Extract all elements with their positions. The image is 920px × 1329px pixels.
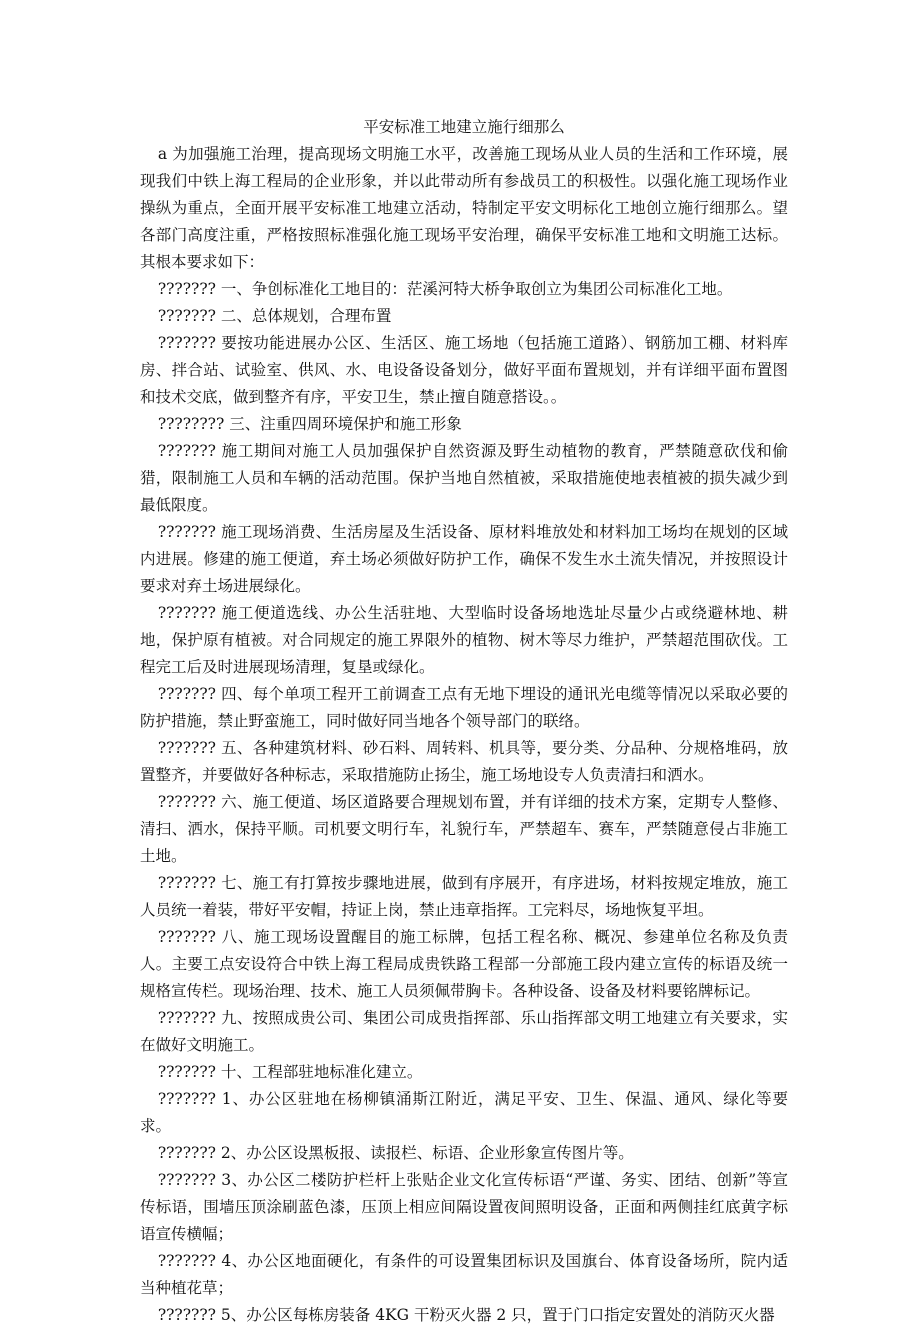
paragraph: ??????? 六、施工便道、场区道路要合理规划布置，并有详细的技术方案，定期专人整修、清扫、洒水，保持平顺。司机要文明行车，礼貌行车，严禁超车、赛车，严禁随意侵占非施工土地。 [140,793,788,865]
paragraph: ??????? 五、各种建筑材料、砂石料、周转料、机具等，要分类、分品种、分规格堆码，放置整齐，并要做好各种标志，采取措施防止扬尘，施工场地设专人负责清扫和洒水。 [140,739,788,784]
paragraph: ??????? 八、施工现场设置醒目的施工标牌，包括工程名称、概况、参建单位名称及负责人。主要工点安设符合中铁上海工程局成贵铁路工程部一分部施工段内建立宣传的标语及统一规格宣传栏。现场治理、技术、施工人员须佩带胸卡。各种设备、设备及材料要铭牌标记。 [140,928,788,1000]
paragraph: ??????? 九、按照成贵公司、集团公司成贵指挥部、乐山指挥部文明工地建立有关要求，实在做好文明施工。 [140,1009,788,1054]
paragraph: ??????? 七、施工有打算按步骤地进展，做到有序展开，有序进场，材料按规定堆放，施工人员统一着装，带好平安帽，持证上岗，禁止违章指挥。工完料尽，场地恢复平坦。 [140,874,788,919]
paragraph: ??????? 施工期间对施工人员加强保护自然资源及野生动植物的教育，严禁随意砍伐和偷猎，限制施工人员和车辆的活动范围。保护当地自然植被，采取措施使地表植被的损失减少到最低限度。 [140,442,788,514]
paragraph: ??????? 二、总体规划，合理布置 [157,307,392,325]
paragraph: a 为加强施工治理，提高现场文明施工水平，改善施工现场从业人员的生活和工作环境，展现我们中铁上海工程局的企业形象，并以此带动所有参战员工的积极性。以强化施工现场作业操纵为重点，全面开展平安标准工地建立活动，特制定平安文明标化工地创立施行细那么。望各部门高度注重，严格按照标准强化施工现场平安治理，确保平安标准工地和文明施工达标。 其根本要求如下： [140,145,788,271]
paragraph: ??????? 4、办公区地面硬化，有条件的可设置集团标识及国旗台、体育设备场所，院内适当种植花草； [140,1252,788,1297]
paragraph: ??????? 施工现场消费、生活房屋及生活设备、原材料堆放处和材料加工场均在规划的区域内进展。修建的施工便道，弃土场必须做好防护工作，确保不发生水土流失情况，并按照设计要求对弃土场进展绿化。 [140,523,788,595]
paragraph: ??????? 四、每个单项工程开工前调查工点有无地下埋设的通讯光电缆等情况以采取必要的防护措施，禁止野蛮施工，同时做好同当地各个领导部门的联络。 [140,685,788,730]
paragraph: ??????? 1、办公区驻地在杨柳镇涌斯江附近，满足平安、卫生、保温、通风、绿化等要求。 [140,1090,788,1135]
paragraph: ??????? 施工便道选线、办公生活驻地、大型临时设备场地选址尽量少占或绕避林地、耕地，保护原有植被。对合同规定的施工界限外的植物、树木等尽力维护，严禁超范围砍伐。工程完工后及时进展现场清理，复垦或绿化。 [140,604,788,676]
paragraph: ??????? 3、办公区二楼防护栏杆上张贴企业文化宣传标语“严谨、务实、团结、创新”等宣传标语，围墙压顶涂刷蓝色漆，压顶上相应间隔设置夜间照明设备，正面和两侧挂红底黄字标语宣传横幅； [140,1171,788,1243]
document-body [140,141,788,1329]
document-title: 平安标准工地建立施行细那么 [363,118,565,136]
paragraph: ??????? 要按功能进展办公区、生活区、施工场地（包括施工道路）、钢筋加工棚、材料库房、拌合站、试验室、供风、水、电设备设备划分，做好平面布置规划，并有详细平面布置图和技术交底，做到整齐有序，平安卫生，禁止擅自随意搭设。。 [140,334,788,406]
paragraph: ??????? 2、办公区设黑板报、读报栏、标语、企业形象宣传图片等。 [157,1144,634,1162]
paragraph: ???????? 三、注重四周环境保护和施工形象 [157,415,462,433]
paragraph: ??????? 一、争创标准化工地目的：茫溪河特大桥争取创立为集团公司标准化工地。 [157,280,733,298]
paragraph: ??????? 十、工程部驻地标准化建立。 [157,1063,423,1081]
paragraph: ??????? 5、办公区每栋房装备 4KG 干粉灭火器 2 只，置于门口指定安置处的消防灭火器 [157,1306,775,1324]
